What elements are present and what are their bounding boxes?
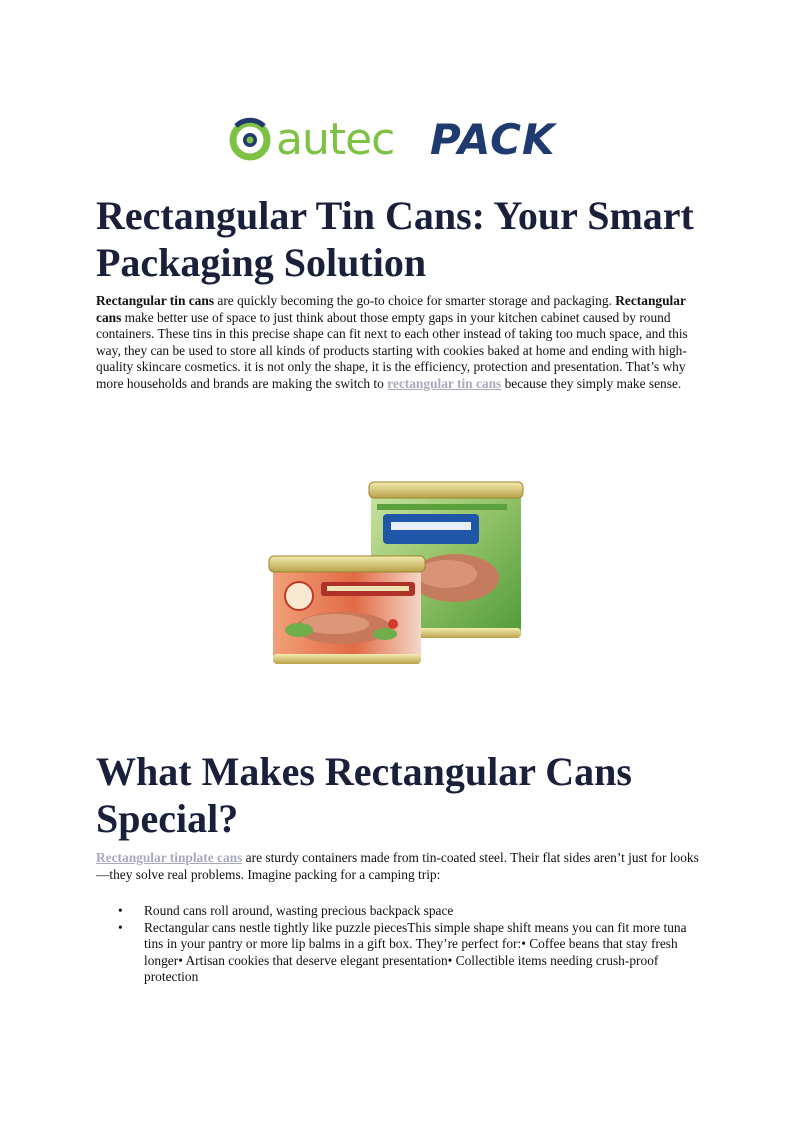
section-text: are sturdy containers made from tin-coated steel. Their flat sides aren’t just for looks—they solve real problems. Imagine packing for a camping trip: — [96, 850, 699, 882]
tin-cans-illustration-icon — [265, 478, 535, 673]
section-paragraph — [96, 850, 706, 883]
rectangular-tin-cans-photo — [265, 478, 535, 673]
page-title: Rectangular Tin Cans: Your Smart Packaging Solution — [96, 193, 694, 285]
section-heading: What Makes Rectangular Cans Special? — [96, 749, 632, 841]
brand-name-autec: autec — [276, 114, 395, 165]
intro-text-2: make better use of space to just think about those empty gaps in your kitchen cabinet caused by round containers. These tins in this precise shape can fit next to each other instead of taking too much space, and this way, they can be used to store all kinds of products starting with cookies baked at home and ending with high-quality skincare cosmetics. it is not only the shape, it is the efficiency, protection and presentation. That’s why more households and brands are making the switch to — [96, 309, 688, 391]
brand-logo-icon — [228, 112, 276, 168]
section-link[interactable]: Rectangular tinplate cans — [96, 850, 243, 865]
intro-bold-2: Rectangular cans — [96, 293, 686, 325]
intro-paragraph — [96, 293, 706, 392]
list-item: • Rectangular cans nestle tightly like puzzle piecesThis simple shape shift means you can fit more tuna tins in your pantry or more lip balms in a gift box. They’re perfect for:• Coffee beans that stay fresh longer• Artisan cookies that deserve elegant presentation• Collectible items needing crush-proof protection — [96, 920, 696, 986]
intro-link[interactable]: rectangular tin cans — [387, 375, 502, 391]
list-item: • Round cans roll around, wasting precious backpack space — [96, 903, 696, 920]
brand-logo — [228, 112, 573, 168]
brand-name-pack: PACK — [430, 115, 556, 164]
intro-bold-1: Rectangular tin cans — [96, 293, 215, 308]
bullet-list — [96, 903, 696, 986]
intro-text-1: are quickly becoming the go-to choice for smarter storage and packaging. — [214, 293, 616, 308]
intro-text-3: because they simply make sense. — [501, 375, 682, 391]
